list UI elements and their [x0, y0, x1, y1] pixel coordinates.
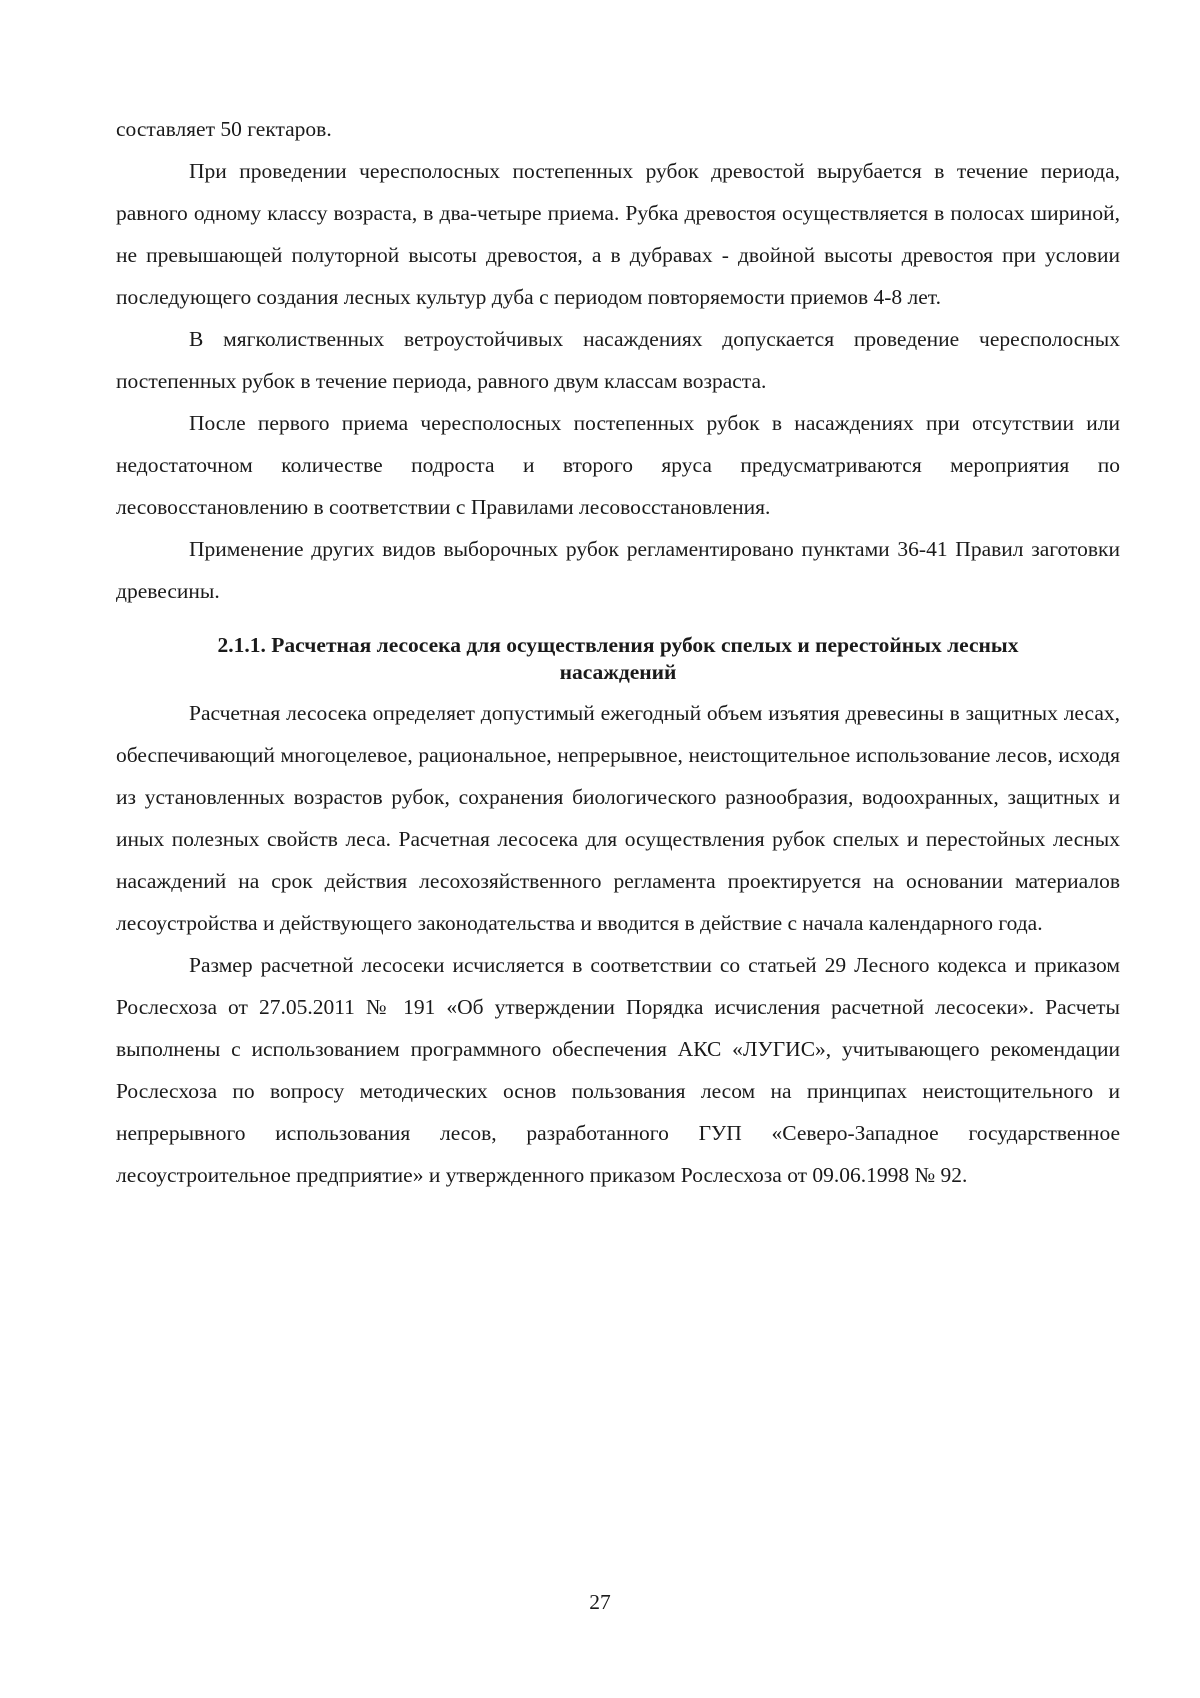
paragraph-reforestation: После первого приема чересполосных постепенных рубок в насаждениях при отсутствии или недостаточном количестве подроста и второго яруса предусматриваются мероприятия по лесовосстановлению в соответствии с Правилами лесовосстановления.	[116, 411, 1120, 519]
paragraph-allowable-cut: Расчетная лесосека определяет допустимый ежегодный объем изъятия древесины в защитных лесах, обеспечивающий многоцелевое, рациональное, непрерывное, неистощительное использование лесов, исходя из установленных возрастов рубок, сохранения биологического разнообразия, водоохранных, защитных и иных полезных свойств леса. Расчетная лесосека для осуществления рубок спелых и перестойных лесных насаждений на срок действия лесохозяйственного регламента проектируется на основании материалов лесоустройства и действующего законодательства и вводится в действие с начала календарного года.	[116, 701, 1120, 935]
paragraph-continuation: составляет 50 гектаров.	[116, 117, 332, 141]
paragraph-cut-calculation: Размер расчетной лесосеки исчисляется в соответствии со статьей 29 Лесного кодекса и приказом Рослесхоза от 27.05.2011 № 191 «Об утверждении Порядка исчисления расчетной лесосеки». Расчеты выполнены с использованием программного обеспечения АКС «ЛУГИС», учитывающего рекомендации Рослесхоза по вопросу методических основ пользования лесом на принципах неистощительного и непрерывного использования лесов, разработанного ГУП «Северо-Западное государственное лесоустроительное предприятие» и утвержденного приказом Рослесхоза от 09.06.1998 № 92.	[116, 953, 1120, 1187]
paragraph-other-cuttings: Применение других видов выборочных рубок регламентировано пунктами 36-41 Правил заготовки древесины.	[116, 537, 1120, 603]
paragraph-strip-cutting: При проведении чересполосных постепенных рубок древостой вырубается в течение периода, равного одному классу возраста, в два-четыре приема. Рубка древостоя осуществляется в полосах шириной, не превышающей полуторной высоты древостоя, а в дубравах - двойной высоты древостоя при условии последующего создания лесных культур дуба с периодом повторяемости приемов 4-8 лет.	[116, 159, 1120, 309]
section-heading-line-1: 2.1.1. Расчетная лесосека для осуществления рубок спелых и перестойных лесных	[217, 633, 1019, 657]
document-body	[116, 108, 1120, 1196]
paragraph-softwood-stands: В мягколиственных ветроустойчивых насаждениях допускается проведение чересполосных постепенных рубок в течение периода, равного двум классам возраста.	[116, 327, 1120, 393]
section-heading	[116, 632, 1120, 686]
page-number: 27	[589, 1590, 611, 1614]
section-heading-line-2: насаждений	[559, 660, 677, 684]
